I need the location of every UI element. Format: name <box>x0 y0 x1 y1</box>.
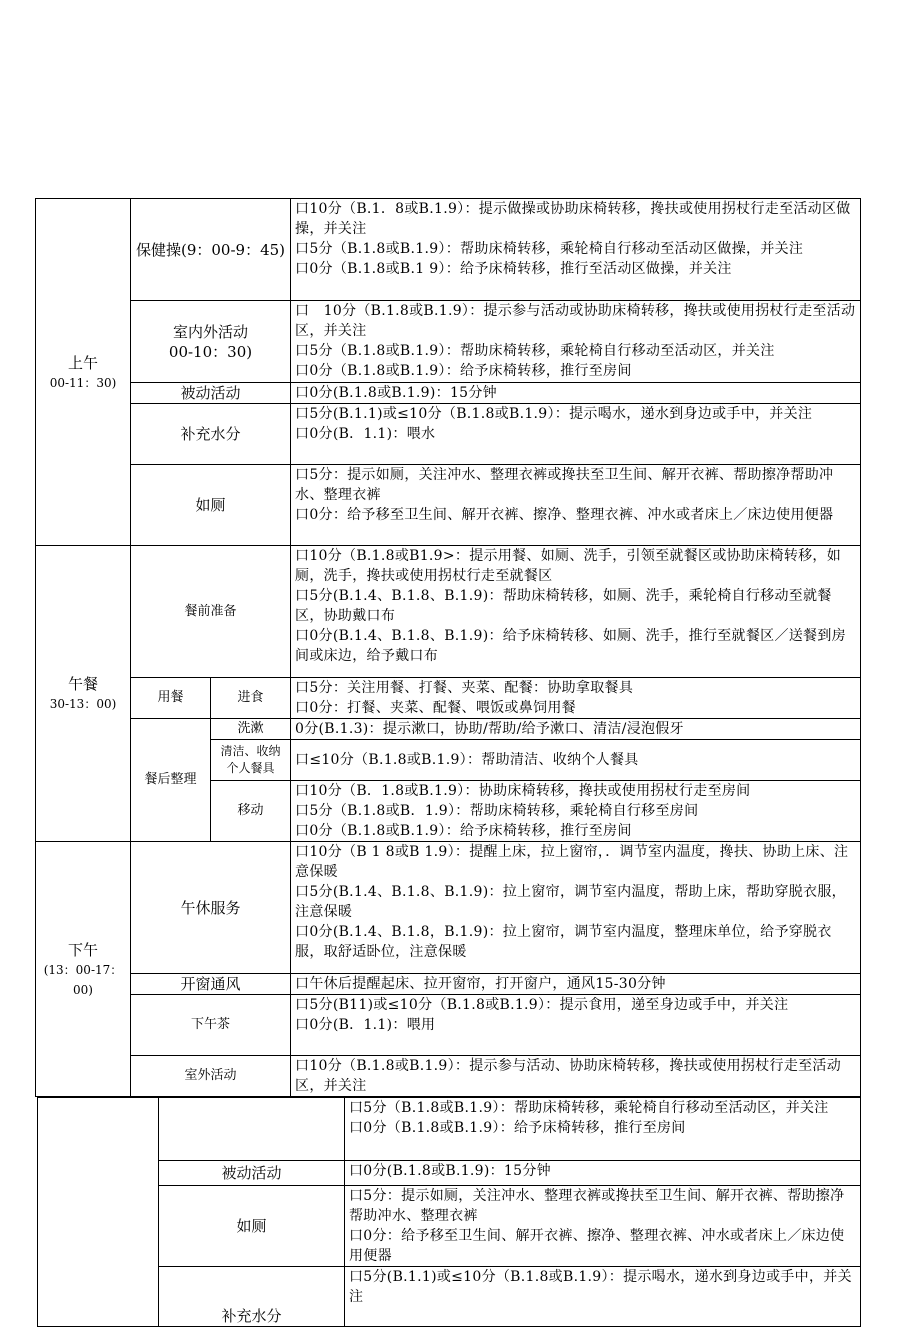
clean-line-1: 口≤10分（B.1.8或B.1.9）：帮助清洁、收纳个人餐具 <box>295 752 639 768</box>
eating-description <box>291 678 861 719</box>
rinse-line-1: 0分(B.1.3)：提示漱口，协助/帮助/给予漱口、清洁/浸泡假牙 <box>295 721 684 737</box>
period-cell-continued <box>38 1098 159 1327</box>
water-description-2 <box>345 1267 861 1327</box>
afternoon-label: 下午 <box>67 940 98 959</box>
passive-line-1: 口0分(B.1.8或B.1.9)：15分钟 <box>295 385 497 401</box>
clean-label-1: 清洁、收纳 <box>220 744 281 758</box>
lunch-time: 30-13：00) <box>49 697 117 711</box>
rinse-description <box>291 719 861 740</box>
outdoor-description <box>291 1056 861 1097</box>
continued-category-cell <box>159 1098 345 1161</box>
indoor-activity-label: 室内外活动 <box>173 322 249 341</box>
prep-line-3: 口0分(B.1.4、B.1.8、B.1.9)：给予床椅转移、如厕、洗手，推行至就餐区／送餐到房间或床边，给予戴口布 <box>295 628 846 664</box>
water-label-2: 补充水分 <box>159 1267 345 1327</box>
afternoon-time-2: 00) <box>73 982 93 997</box>
toilet-label: 如厕 <box>131 465 291 546</box>
water-line-2: 口0分(B．1.1)：喂水 <box>295 426 436 442</box>
exercise-label: 保健操(9：00-9：45) <box>131 199 291 301</box>
move-line-3: 口0分（B.1.8或B.1.9）：给予床椅转移，推行至房间 <box>295 823 632 839</box>
water-label: 补充水分 <box>131 404 291 465</box>
passive-activity-description-2 <box>345 1161 861 1186</box>
tea-line-2: 口0分(B．1.1)：喂用 <box>295 1017 436 1033</box>
exercise-line-2: 口5分（B.1.8或B.1.9）：帮助床椅转移，乘轮椅自行移动至活动区做操，并关注 <box>295 241 804 257</box>
prep-line-1: 口10分（B.1.8或B1.9>：提示用餐、如厕、洗手，引领至就餐区或协助床椅转移，如厕，洗手，搀扶或使用拐杖行走至就餐区 <box>295 548 842 584</box>
passive-activity-label-2: 被动活动 <box>159 1161 345 1186</box>
ventilate-line-1: 口午休后提醒起床、拉开窗帘，打开窗户，通风15-30分钟 <box>295 976 666 992</box>
meal-label: 用餐 <box>131 678 211 719</box>
outdoor-line-1: 口10分（B.1.8或B.1.9）：提示参与活动、协助床椅转移，搀扶或使用拐杖行走至活动区，并关注 <box>295 1058 842 1094</box>
ventilate-label: 开窗通风 <box>131 974 291 995</box>
toilet-line-2: 口0分：给予移至卫生间、解开衣裤、擦净、整理衣裤、冲水或者床上／床边使用便器 <box>295 507 834 523</box>
passive-activity-description <box>291 383 861 404</box>
passive2-line-1: 口0分(B.1.8或B.1.9)：15分钟 <box>349 1163 551 1179</box>
toilet-description-2 <box>345 1186 861 1267</box>
nap-description <box>291 842 861 974</box>
outdoor-label: 室外活动 <box>131 1056 291 1097</box>
morning-time: 00-11：30) <box>49 375 117 390</box>
toilet-description <box>291 465 861 546</box>
eating-label: 进食 <box>211 678 291 719</box>
toilet2-line-2: 口0分：给予移至卫生间、解开衣裤、擦净、整理衣裤、冲水或者床上／床边使用便器 <box>349 1228 845 1264</box>
afternoon-period-cell <box>36 842 131 1097</box>
meal-prep-description <box>291 546 861 678</box>
meal-prep-label: 餐前准备 <box>131 546 291 678</box>
eat-line-2: 口0分：打餐、夹菜、配餐、喂饭或鼻饲用餐 <box>295 700 576 716</box>
move-label: 移动 <box>211 781 291 842</box>
rinse-label: 洗漱 <box>211 719 291 740</box>
toilet-line-1: 口5分：提示如厕，关注冲水、整理衣裤或搀扶至卫生间、解开衣裤、帮助擦净帮助冲水、整理衣裤 <box>295 467 834 503</box>
toilet2-line-1: 口5分：提示如厕，关注冲水、整理衣裤或搀扶至卫生间、解开衣裤、帮助擦净帮助冲水、整理衣裤 <box>349 1188 845 1224</box>
toilet-label-2: 如厕 <box>159 1186 345 1267</box>
lunch-label: 午餐 <box>67 675 98 693</box>
care-schedule-table-continued <box>37 1097 861 1327</box>
afternoon-time-1: (13：00-17： <box>43 962 123 977</box>
prep-line-2: 口5分(B.1.4、B.1.8、B.1.9)：帮助床椅转移，如厕、洗手，乘轮椅自行移动至就餐区，协助戴口布 <box>295 588 832 624</box>
after-meal-label: 餐后整理 <box>131 719 211 842</box>
tea-label: 下午茶 <box>131 995 291 1056</box>
morning-period-cell <box>36 199 131 546</box>
nap-line-1: 口10分（B 1 8或B 1.9）：提醒上床，拉上窗帘，．调节室内温度，搀扶、协助上床、注意保暖 <box>295 844 849 880</box>
nap-line-2: 口5分(B.1.4、B.1.8、B.1.9)：拉上窗帘，调节室内温度，帮助上床，帮助穿脱衣服，注意保暖 <box>295 884 846 920</box>
nap-label: 午休服务 <box>131 842 291 974</box>
indoor-line-1: 口 10分（B.1.8或B.1.9）：提示参与活动或协助床椅转移，搀扶或使用拐杖行走至活动区，并关注 <box>295 303 856 339</box>
cont-line-2: 口0分（B.1.8或B.1.9）：给予床椅转移，推行至房间 <box>349 1120 686 1136</box>
water-line-1: 口5分(B.1.1)或≤10分（B.1.8或B.1.9）：提示喝水，递水到身边或手中，并关注 <box>295 406 813 422</box>
tea-description <box>291 995 861 1056</box>
care-schedule-table <box>35 198 861 1097</box>
indoor-activity-description <box>291 301 861 383</box>
move-line-2: 口5分（B.1.8或B．1.9）：帮助床椅转移，乘轮椅自行移至房间 <box>295 803 699 819</box>
clean-label-2: 个人餐具 <box>226 761 275 775</box>
clean-description <box>291 740 861 781</box>
ventilate-description <box>291 974 861 995</box>
indoor-activity-cell <box>131 301 291 383</box>
exercise-line-3: 口0分（B.1.8或B.1 9）：给予床椅转移，推行至活动区做操，并关注 <box>295 261 732 277</box>
passive-activity-label: 被动活动 <box>131 383 291 404</box>
exercise-line-1: 口10分（B.1．8或B.1.9）：提示做操或协助床椅转移，搀扶或使用拐杖行走至活动区做操，并关注 <box>295 201 851 237</box>
clean-tableware-cell <box>211 740 291 781</box>
indoor-line-3: 口0分（B.1.8或B.1.9）：给予床椅转移，推行至房间 <box>295 363 632 379</box>
tea-line-1: 口5分(B11)或≤10分（B.1.8或B.1.9）：提示食用，递至身边或手中，并关注 <box>295 997 789 1013</box>
lunch-period-cell <box>36 546 131 842</box>
morning-label: 上午 <box>67 353 98 372</box>
move-line-1: 口10分（B．1.8或B.1.9）：协助床椅转移，搀扶或使用拐杖行走至房间 <box>295 783 751 799</box>
indoor-activity-time: 00-10：30) <box>168 342 253 361</box>
move-description <box>291 781 861 842</box>
indoor-line-2: 口5分（B.1.8或B.1.9）：帮助床椅转移，乘轮椅自行移动至活动区，并关注 <box>295 343 775 359</box>
cont-line-1: 口5分（B.1.8或B.1.9）：帮助床椅转移，乘轮椅自行移动至活动区，并关注 <box>349 1100 829 1116</box>
water-description <box>291 404 861 465</box>
exercise-description <box>291 199 861 301</box>
nap-line-3: 口0分(B.1.4、B.1.8，B.1.9)：拉上窗帘，调节室内温度，整理床单位，给予穿脱衣服，取舒适卧位，注意保暖 <box>295 924 832 960</box>
eat-line-1: 口5分：关注用餐、打餐、夹菜、配餐：协助拿取餐具 <box>295 680 634 696</box>
continued-description <box>345 1098 861 1161</box>
water2-line-1: 口5分(B.1.1)或≤10分（B.1.8或B.1.9）：提示喝水，递水到身边或手中，并关注 <box>349 1269 852 1305</box>
